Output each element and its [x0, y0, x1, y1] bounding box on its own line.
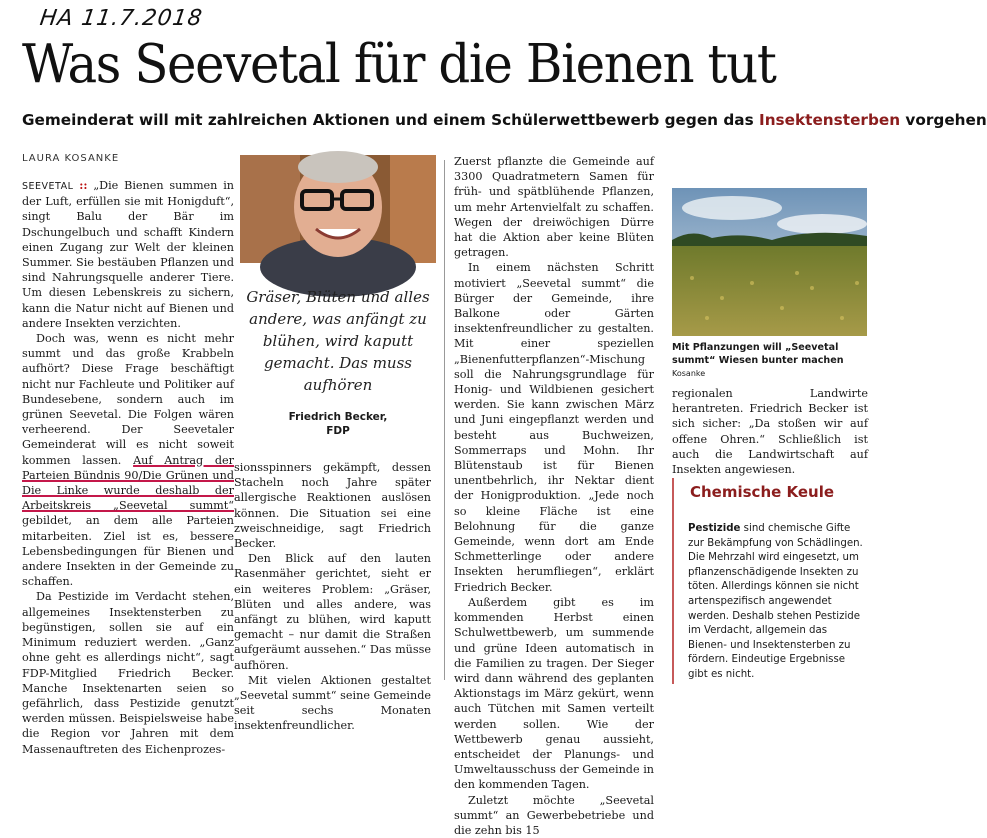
quote-author-party: FDP	[326, 425, 350, 437]
paragraph: regionalen Landwirte herantreten. Friedrich Becker ist sich sicher: „Da stoßen wir auf offene Ohren.“ Schließlich ist auch die Landwirtschaft auf Insekten angewiesen.	[672, 387, 868, 477]
quote-author-name: Friedrich Becker,	[288, 411, 388, 423]
info-box-title: Chemische Keule	[690, 483, 835, 501]
info-box-text	[688, 522, 868, 683]
paragraph-text: gebildet, an dem alle Parteien mitarbeiten. Ziel ist es, bessere Lebensbedingungen für Bienen und andere Insekten in der Gemeinde zu schaffen.	[22, 514, 234, 589]
paragraph: Zuletzt möchte „Seevetal summt“ an Gewerbebetriebe und die zehn bis 15	[454, 793, 654, 837]
info-box-lead: Pestizide	[688, 523, 741, 534]
handwritten-date-note: HA 11.7.2018	[38, 6, 205, 31]
paragraph	[22, 178, 234, 331]
paragraph-text: „Die Bienen summen in der Luft, erfüllen sie mit Honigduft“, singt Balu der Bär im Dschungelbuch und schafft Kindern einen Zugang zur Welt der kleinen Summer. Sie bestäuben Pflanzen und sind Nahrungsquelle anderer Tiere. Um diesen Lebenskreis zu sichern, kann die Natur nicht auf Bienen und andere Insekten verzichten.	[22, 179, 234, 330]
headline: Was Seevetal für die Bienen tut	[22, 34, 776, 95]
paragraph: Zuerst pflanzte die Gemeinde auf 3300 Quadratmetern Samen für früh- und spätblühende Pflanzen, um mehr Artenvielfalt zu schaffen. Wegen der dreiwöchigen Dürre hat die Aktion aber keine Blüten getragen.	[454, 155, 654, 260]
pull-quote: Gräser, Blüten und alles andere, was anfängt zu blühen, wird kaputt gemacht. Das muss aufhören	[246, 288, 430, 394]
paragraph: Da Pestizide im Verdacht stehen, allgemeines Insektensterben zu begünstigen, sollen sie auf ein Minimum reduziert werden. „Ganz ohne geht es allerdings nicht“, sagt FDP-Mitglied Friedrich Becker. Manche Insektenarten seien so gefährlich, dass Pestizide genutzt werden müssen. Beispielsweise habe die Region vor Jahren mit dem Massenauftreten des Eichenprozes-	[22, 590, 234, 756]
paragraph: sionsspinners gekämpft, dessen Stacheln noch Jahre später allergische Reaktionen auslösen können. Die Situation sei eine zweischneidige, sagt Friedrich Becker.	[234, 461, 431, 551]
meadow-image	[672, 188, 867, 336]
info-box-body: sind chemische Gifte zur Bekämpfung von Schädlingen. Die Mehrzahl wird eingesetzt, um pflanzenschädigende Insekten zu töten. Allerdings können sie nicht artenspezifisch angewendet werden. Deshalb stehen Pestizide im Verdacht, allgemein das Bienen- und Insektensterben zu fördern. Eindeutige Ergebnisse gibt es nicht.	[688, 523, 863, 680]
article-column-3	[454, 154, 654, 838]
dateline: SEEVETAL	[22, 181, 74, 192]
paragraph: Außerdem gibt es im kommenden Herbst einen Schulwettbewerb, um summende und grüne Ideen automatisch in die Familien zu tragen. Der Sieger wird dann während des geplanten Aktionstags im März gekürt, wenn auch Tütchen mit Samen verteilt werden sollen. Wie der Wettbewerb genau aussieht, entscheidet der Planungs- und Umweltausschuss der Gemeinde in den kommenden Tagen.	[454, 595, 654, 792]
portrait-image	[240, 155, 436, 263]
paragraph: In einem nächsten Schritt motiviert „Seevetal summt“ die Bürger der Gemeinde, ihre Balkone oder Gärten insektenfreundlicher zu gestalten. Mit einer speziellen „Bienenfutterpflanzen“-Mischung soll die Nahrungsgrundlage für Honig- und Wildbienen gesichert werden. Sie kann zwischen März und Juni eingepflanzt werden und besteht aus Buchweizen, Sommerraps und Mohn. Ihr Blütenstaub ist für Bienen unentbehrlich, ihr Nektar dient der Honigproduktion. „Jede noch so kleine Fläche ist eine Belohnung für die ganze Gemeinde, wenn dort am Ende Schmetterlinge oder andere Insekten herumfliegen“, erklärt Friedrich Becker.	[454, 261, 654, 594]
pull-quote-author	[240, 410, 436, 438]
underlined-passage: Auf Antrag der Parteien Bündnis 90/Die Grünen und Die Linke wurde deshalb der Arbeitskreis „Seevetal summt“	[22, 453, 234, 513]
meadow-photo	[672, 188, 867, 336]
article-column-1	[22, 178, 234, 757]
paragraph-text: Doch was, wenn es nicht mehr summt und das große Krabbeln aufhört? Diese Frage beschäftigt nicht nur Fachleute und Politiker auf Bundesebene, sondern auch im grünen Seevetal. Die Folgen wären verheerend. Der Seevetaler Gemeinderat will es nicht soweit kommen lassen.	[22, 332, 234, 467]
info-box-border	[672, 478, 674, 684]
photo-caption	[672, 341, 872, 380]
portrait-photo	[240, 155, 436, 263]
paragraph: Den Blick auf den lauten Rasenmäher gerichtet, sieht er ein weiteres Problem: „Gräser, Blüten und alles andere, was anfängt zu blühen, wird kaputt gemacht – nur damit die Straßen aufgeräumt aussehen.“ Das müsse aufhören.	[234, 552, 431, 672]
dateline-marker: ::	[79, 178, 88, 192]
subheadline-end: vorgehen	[900, 111, 987, 129]
paragraph: Mit vielen Aktionen gestaltet „Seevetal summt“ seine Gemeinde seit sechs Monaten insektenfreundlicher.	[234, 673, 431, 733]
column-divider	[444, 160, 445, 680]
caption-text: Mit Pflanzungen will „Seevetal summt“ Wiesen bunter machen	[672, 342, 844, 366]
subheadline-highlight: Insektensterben	[759, 111, 901, 129]
article-column-4	[672, 386, 868, 477]
author-byline: LAURA KOSANKE	[22, 153, 120, 164]
photo-credit: Kosanke	[672, 369, 706, 378]
subheadline-text: Gemeinderat will mit zahlreichen Aktionen und einem Schülerwettbewerb gegen das	[22, 111, 760, 129]
article-column-2	[234, 460, 431, 734]
subheadline	[22, 111, 987, 129]
paragraph	[22, 331, 234, 589]
